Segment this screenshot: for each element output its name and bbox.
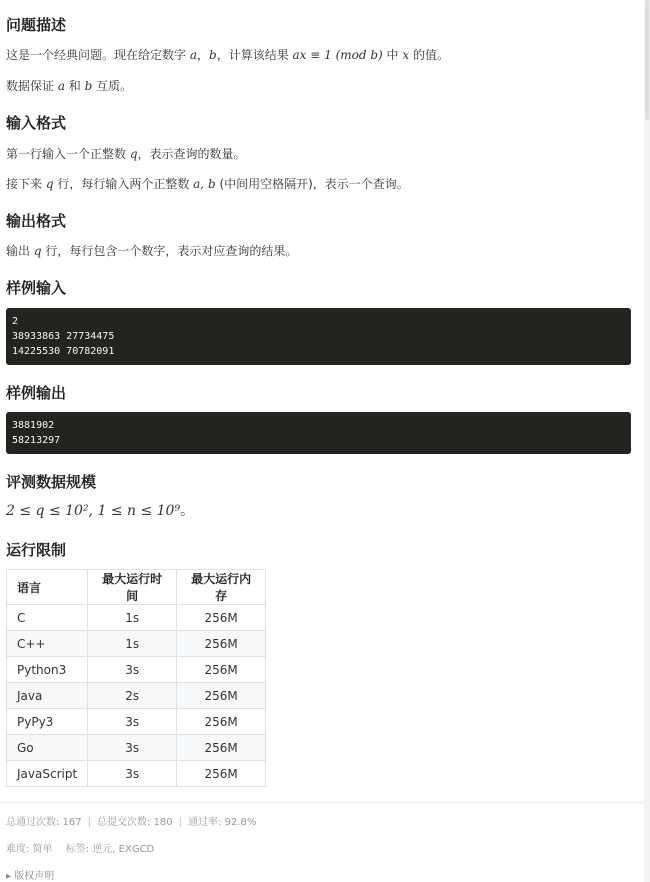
output-paragraph	[6, 242, 297, 259]
math-ab: a, b	[193, 177, 216, 191]
sample-output-block[interactable]	[6, 412, 631, 454]
header-max-memory: 最大运行内存	[177, 570, 266, 605]
cell-memory: 256M	[177, 761, 266, 787]
sample-input-heading: 样例输入	[6, 279, 67, 297]
cell-memory: 256M	[177, 735, 266, 761]
cell-memory: 256M	[177, 605, 266, 631]
cell-language: Go	[7, 735, 88, 761]
math-q: q	[45, 177, 54, 191]
description-paragraph-1	[6, 46, 449, 63]
table-row	[7, 631, 266, 657]
cell-language: PyPy3	[7, 709, 88, 735]
pass-rate: 通过率: 92.8%	[188, 817, 257, 828]
copyright-toggle[interactable]: ▸ 版权声明	[6, 871, 55, 882]
passed-count: 总通过次数: 167	[6, 817, 82, 828]
header-language: 语言	[7, 570, 88, 605]
footer-divider	[0, 802, 650, 803]
text: ，	[196, 48, 209, 62]
cell-time: 3s	[88, 735, 177, 761]
vertical-scrollbar[interactable]	[644, 0, 650, 882]
cell-memory: 256M	[177, 657, 266, 683]
cell-time: 3s	[88, 709, 177, 735]
text: 。	[180, 503, 195, 519]
data-scale-heading: 评测数据规模	[6, 473, 97, 491]
stats-separator: |	[178, 817, 183, 828]
description-paragraph-2	[6, 77, 132, 94]
text: 和	[64, 79, 85, 93]
cell-language: C	[7, 605, 88, 631]
math-scale: 2 ≤ q ≤ 10², 1 ≤ n ≤ 10⁹	[6, 503, 181, 519]
submission-stats	[6, 813, 256, 828]
cell-memory: 256M	[177, 709, 266, 735]
cell-language: Python3	[7, 657, 88, 683]
text: 行，每行包含一个数字，表示对应查询的结果。	[41, 244, 298, 258]
cell-time: 1s	[88, 605, 177, 631]
description-heading: 问题描述	[6, 16, 67, 34]
text: (中间用空格隔开)，表示一个查询。	[215, 177, 409, 191]
cell-time: 1s	[88, 631, 177, 657]
math-a: a	[189, 48, 197, 62]
cell-language: C++	[7, 631, 88, 657]
text: ，计算该结果	[216, 48, 293, 62]
input-paragraph-1	[6, 145, 246, 162]
cell-memory: 256M	[177, 683, 266, 709]
text: 输出	[6, 244, 34, 258]
sample-output-heading: 样例输出	[6, 384, 67, 402]
header-max-time: 最大运行时间	[88, 570, 177, 605]
cell-time: 3s	[88, 657, 177, 683]
cell-language: JavaScript	[7, 761, 88, 787]
data-scale-paragraph	[6, 500, 194, 520]
submitted-count: 总提交次数: 180	[97, 817, 173, 828]
table-row	[7, 709, 266, 735]
text: 数据保证	[6, 79, 58, 93]
math-x: x	[402, 48, 410, 62]
math-b: b	[84, 79, 93, 93]
math-q: q	[129, 147, 138, 161]
text: 这是一个经典问题。现在给定数字	[6, 48, 190, 62]
text: 行，每行输入两个正整数	[53, 177, 194, 191]
table-row	[7, 657, 266, 683]
cell-time: 3s	[88, 761, 177, 787]
math-b: b	[209, 48, 217, 62]
table-header-row	[7, 570, 266, 605]
sample-output-line: 58213297	[12, 435, 61, 446]
text: 的值。	[409, 48, 449, 62]
sample-input-line: 2	[12, 316, 19, 327]
text: 中	[382, 48, 403, 62]
sample-output-line: 3881902	[12, 420, 55, 431]
table-row	[7, 605, 266, 631]
output-format-heading: 输出格式	[6, 212, 67, 230]
sample-input-line: 14225530 70782091	[12, 346, 115, 357]
math-a: a	[57, 79, 65, 93]
input-format-heading: 输入格式	[6, 114, 67, 132]
math-congruence: ax ≡ 1 (mod b)	[292, 48, 383, 62]
math-q: q	[33, 244, 42, 258]
cell-time: 2s	[88, 683, 177, 709]
cell-language: Java	[7, 683, 88, 709]
text: 接下来	[6, 177, 46, 191]
text: 第一行输入一个正整数	[6, 147, 130, 161]
text: 互质。	[92, 79, 133, 93]
limits-table	[6, 569, 266, 787]
stats-separator: |	[87, 817, 92, 828]
scrollbar-thumb[interactable]	[645, 0, 649, 120]
cell-memory: 256M	[177, 631, 266, 657]
problem-meta	[6, 840, 154, 855]
difficulty: 难度: 简单	[6, 844, 53, 855]
text: ，表示查询的数量。	[137, 147, 246, 161]
table-row	[7, 683, 266, 709]
input-paragraph-2	[6, 175, 409, 192]
run-limits-heading: 运行限制	[6, 541, 67, 559]
table-row	[7, 761, 266, 787]
sample-input-line: 38933863 27734475	[12, 331, 115, 342]
tags[interactable]: 标签: 逆元, EXGCD	[65, 844, 155, 855]
sample-input-block[interactable]	[6, 308, 631, 365]
table-row	[7, 735, 266, 761]
